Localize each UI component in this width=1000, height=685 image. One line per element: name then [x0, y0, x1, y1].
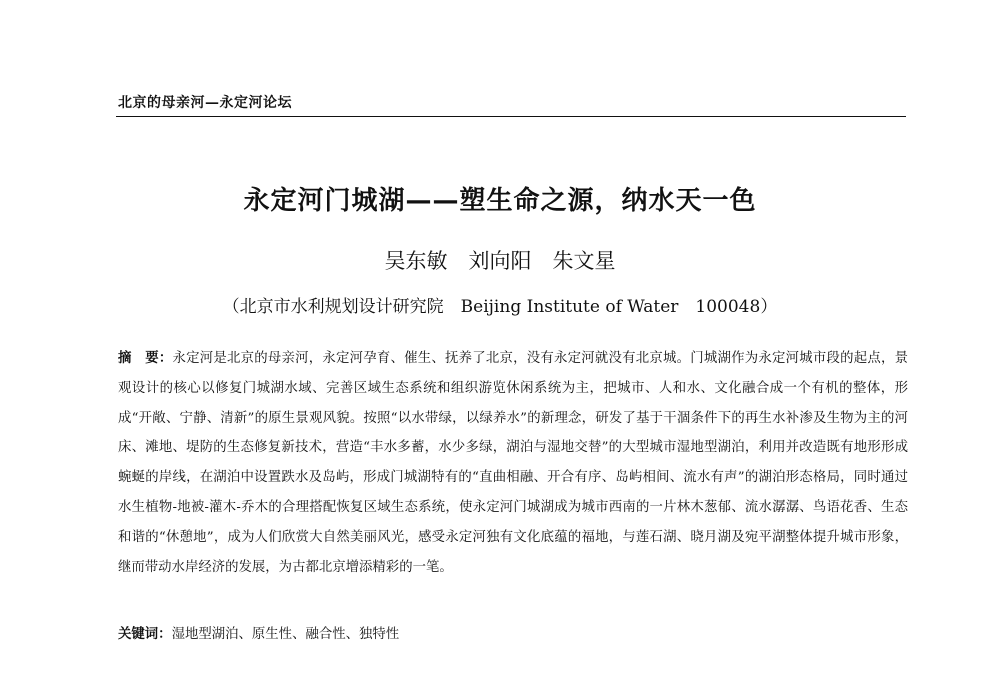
paper-title: 永定河门城湖——塑生命之源，纳水天一色 [243, 186, 757, 216]
abstract-label: 摘 要： [118, 351, 173, 366]
abstract [118, 344, 908, 582]
running-header: 北京的母亲河—永定河论坛 [118, 95, 292, 111]
keywords-text: 湿地型湖泊、原生性、融合性、独特性 [171, 627, 400, 642]
authors: 吴东敏 刘向阳 朱文星 [384, 249, 616, 273]
affiliation: （北京市水利规划设计研究院 Beijing Institute of Water 100048） [222, 297, 778, 317]
keywords-label: 关键词： [118, 627, 172, 642]
keywords [118, 622, 908, 648]
abstract-text: 永定河是北京的母亲河，永定河孕育、催生、抚养了北京，没有永定河就没有北京城。门城湖作为永定河城市段的起点，景观设计的核心以修复门城湖水域、完善区域生态系统和组织游览休闲系统为主，把城市、人和水、文化融合成一个有机的整体，形成“开敞、宁静、清新”的原生景观风貌。按照“以水带绿，以绿养水”的新理念，研发了基于干涸条件下的再生水补渗及生物为主的河床、滩地、堤防的生态修复新技术，营造“丰水多蓄，水少多绿，湖泊与湿地交替”的大型城市湿地型湖泊，利用并改造既有地形形成蜿蜒的岸线，在湖泊中设置跌水及岛屿，形成门城湖特有的“直曲相融、开合有序、岛屿相间、流水有声”的湖泊形态格局，同时通过水生植物-地被-灌木-乔木的合理搭配恢复区域生态系统，使永定河门城湖成为城市西南的一片林木葱郁、流水潺潺、鸟语花香、生态和谐的“休憩地”，成为人们欣赏大自然美丽风光，感受永定河独有文化底蕴的福地，与莲石湖、晓月湖及宛平湖整体提升城市形象，继而带动水岸经济的发展，为古都北京增添精彩的一笔。 [118, 351, 908, 575]
header-rule [116, 116, 906, 117]
